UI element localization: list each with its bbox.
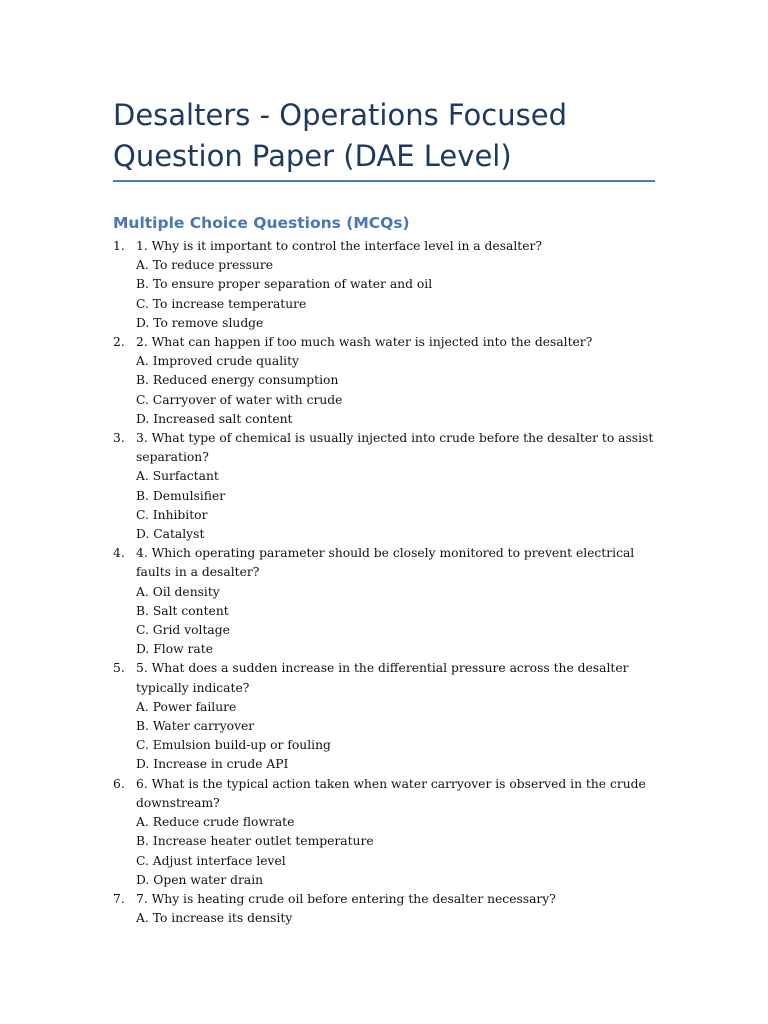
question-text: 6. What is the typical action taken when water carryover is observed in the crude downstream? [136,776,646,810]
answer-option: C. Grid voltage [136,623,230,638]
answer-option: A. To reduce pressure [136,258,274,273]
question-item [113,890,658,928]
question-text: 5. What does a sudden increase in the differential pressure across the desalter typically indicate? [136,661,629,695]
question-number: 6. [113,776,125,791]
question-text: 1. Why is it important to control the interface level in a desalter? [136,239,542,253]
answer-option: B. Increase heater outlet temperature [136,834,374,849]
answer-option: A. Reduce crude flowrate [136,815,295,830]
question-text: 3. What type of chemical is usually injected into crude before the desalter to assist separation? [136,431,654,465]
question-item [113,775,658,890]
question-number: 7. [113,891,125,906]
answer-option: C. To increase temperature [136,296,307,311]
question-list [113,237,658,928]
answer-option: D. Catalyst [136,527,205,542]
answer-option: B. Salt content [136,603,229,618]
title-divider [113,180,655,182]
question-item [113,429,658,544]
question-number: 1. [113,239,125,253]
question-item [113,659,658,774]
answer-option: B. Water carryover [136,719,255,734]
question-number: 2. [113,335,125,350]
answer-option: C. Inhibitor [136,507,208,522]
question-text: 2. What can happen if too much wash water is injected into the desalter? [136,335,593,350]
question-text: 4. Which operating parameter should be closely monitored to prevent electrical faults in a desalter? [136,546,635,580]
answer-option: A. Oil density [136,584,220,599]
answer-option: C. Carryover of water with crude [136,392,343,407]
document-title: Desalters - Operations Focused Question Paper (DAE Level) [113,98,567,173]
answer-option: B. Reduced energy consumption [136,373,339,388]
section-heading: Multiple Choice Questions (MCQs) [113,214,410,232]
question-item [113,333,658,429]
answer-option: B. To ensure proper separation of water and oil [136,277,433,292]
question-number: 4. [113,546,125,561]
question-item [113,544,658,659]
answer-option: D. Open water drain [136,872,264,887]
answer-option: C. Emulsion build-up or fouling [136,738,331,753]
answer-option: D. Increase in crude API [136,757,289,772]
answer-option: A. Surfactant [136,469,219,484]
answer-option: A. Improved crude quality [136,354,299,369]
answer-option: D. To remove sludge [136,315,264,330]
answer-option: A. Power failure [136,699,237,714]
answer-option: B. Demulsifier [136,488,226,503]
question-number: 3. [113,431,125,446]
question-text: 7. Why is heating crude oil before entering the desalter necessary? [136,891,556,906]
answer-option: A. To increase its density [136,911,293,926]
answer-option: D. Increased salt content [136,411,293,426]
answer-option: C. Adjust interface level [136,853,286,868]
answer-option: D. Flow rate [136,642,213,657]
question-item [113,237,658,333]
question-number: 5. [113,661,125,676]
